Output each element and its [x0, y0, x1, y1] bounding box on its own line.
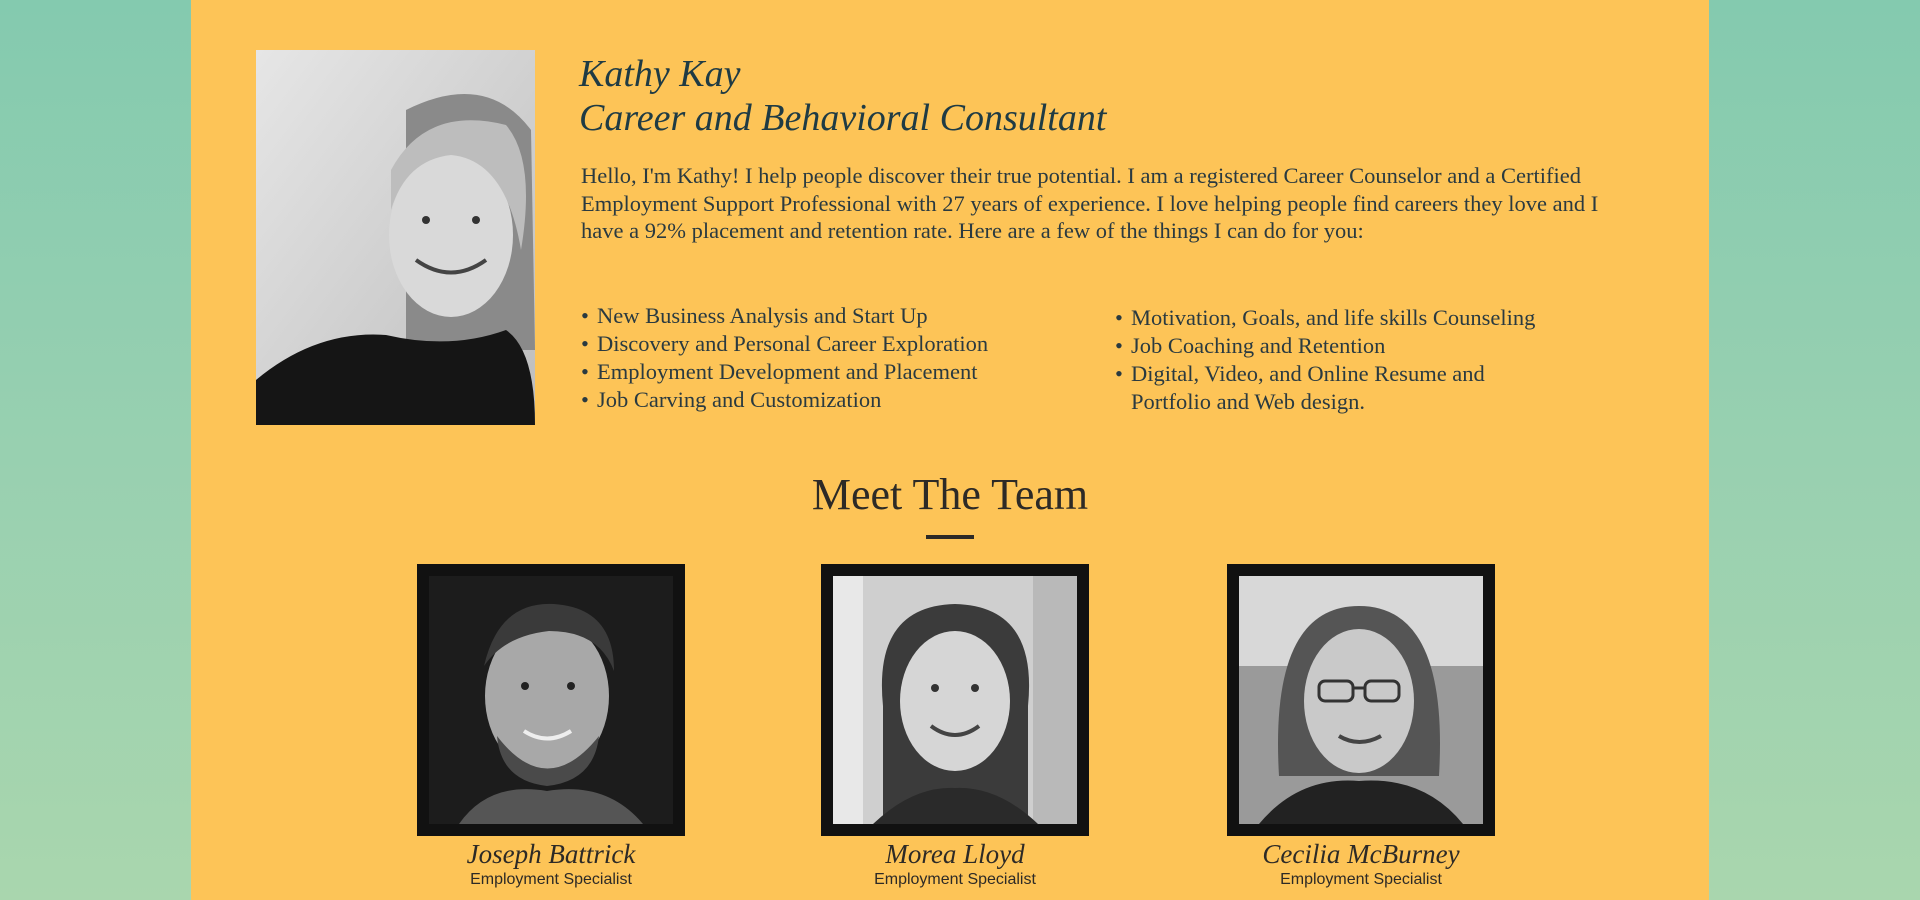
services-list-left — [581, 302, 988, 414]
service-item: • Employment Development and Placement — [581, 359, 978, 384]
member-photo — [429, 576, 673, 824]
services-list-right — [1115, 304, 1535, 416]
profile-intro: Hello, I'm Kathy! I help people discover their true potential. I am a registered Career Counselor and a Certified Employment Support Professional with 27 years of experience. I love helping people find careers they love and I have a 92% placement and retention rate. Here are a few of the things I can do for you: — [581, 163, 1599, 243]
member-name: Joseph Battrick — [466, 839, 636, 869]
member-photo — [1239, 576, 1483, 824]
member-role: Employment Specialist — [1280, 871, 1442, 888]
team-member-card — [1229, 566, 1493, 890]
title-divider — [926, 535, 974, 539]
profile-heading — [579, 52, 1106, 140]
service-item: • Motivation, Goals, and life skills Counseling — [1115, 305, 1536, 330]
content-panel — [191, 0, 1709, 900]
member-role: Employment Specialist — [470, 871, 632, 888]
service-item-continued: Portfolio and Web design. — [1131, 389, 1365, 414]
service-item: • Discovery and Personal Career Exploration — [581, 331, 989, 356]
member-photo — [833, 576, 1077, 824]
service-item: • Job Carving and Customization — [581, 387, 882, 412]
profile-name: Kathy Kay — [579, 53, 741, 95]
member-role: Employment Specialist — [874, 871, 1036, 888]
member-photo-frame — [823, 566, 1087, 834]
service-item: • Digital, Video, and Online Resume and — [1115, 361, 1485, 386]
profile-title: Career and Behavioral Consultant — [579, 97, 1107, 139]
member-name: Cecilia McBurney — [1262, 839, 1460, 869]
profile-photo — [256, 50, 535, 425]
team-member-card — [419, 566, 683, 890]
team-member-card — [823, 566, 1087, 890]
team-section-title: Meet The Team — [811, 470, 1089, 519]
member-photo-frame — [1229, 566, 1493, 834]
service-item: • New Business Analysis and Start Up — [581, 303, 928, 328]
service-item: • Job Coaching and Retention — [1115, 333, 1386, 358]
member-photo-frame — [419, 566, 683, 834]
member-name: Morea Lloyd — [885, 839, 1025, 869]
